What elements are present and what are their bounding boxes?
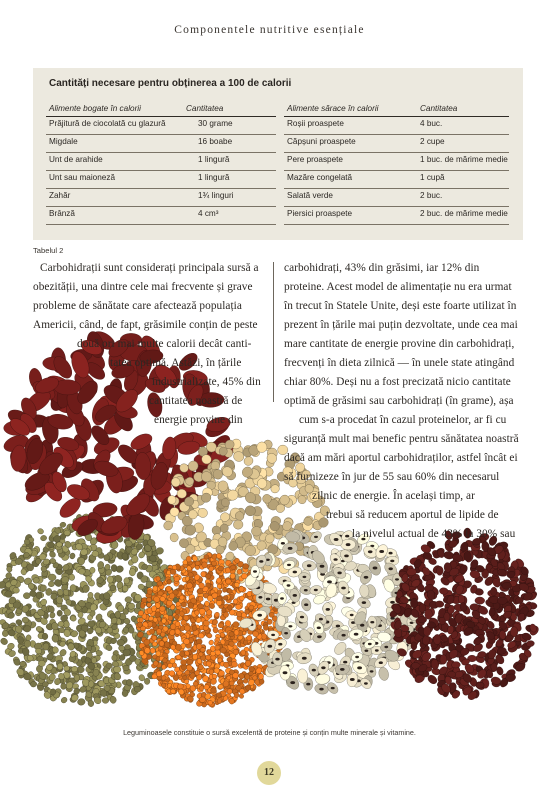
table-header-food: Alimente bogate în calorii [49, 104, 141, 113]
legume [247, 591, 252, 596]
text-line: prezent în țările mai puțin dezvoltate, unde cea mai [284, 319, 518, 331]
legume [192, 654, 198, 660]
legume [175, 644, 182, 651]
text-line: industrializate, 45% din [152, 376, 261, 388]
legume [17, 636, 23, 643]
legume [208, 639, 214, 645]
legume [188, 572, 194, 577]
legume [122, 665, 129, 671]
bean-eye [303, 576, 307, 578]
photo-caption: Leguminoasele constituie o sursă excelentă de proteine și conțin multe minerale și vitamine. [123, 728, 416, 737]
legume [47, 542, 54, 549]
bean-eye [319, 618, 323, 621]
text-line: cantitatea noastră de [149, 395, 243, 407]
text-line: mare cantitate de energie provine din carbohidrați, [284, 338, 515, 350]
bean-eye [290, 681, 295, 684]
legume [40, 535, 47, 542]
text-line: probleme de sănătate care afectează populația [33, 300, 242, 312]
table-row [284, 171, 509, 189]
bean-eye [266, 559, 270, 561]
legume [411, 642, 417, 651]
table-cell: 1 cupă [420, 173, 445, 182]
legume [229, 631, 235, 637]
legume [181, 659, 187, 665]
bean-eye [280, 597, 284, 599]
bean-eye [283, 671, 288, 674]
bean-eye [362, 601, 366, 604]
legume [186, 556, 192, 562]
table-cell: Salată verde [287, 191, 333, 200]
table-header-quantity: Cantitatea [186, 104, 224, 113]
table-cell: 2 buc. [420, 191, 443, 200]
bean-eye [304, 589, 308, 591]
legume [38, 660, 45, 666]
table-row [46, 135, 276, 153]
bean-eye [334, 558, 338, 561]
legume [57, 610, 63, 616]
legume [140, 603, 145, 608]
text-line: trebui să reducem aportul de lipide de [326, 509, 499, 521]
legume [41, 605, 46, 611]
legume [218, 670, 224, 676]
table-cell: 16 boabe [198, 137, 233, 146]
legume [0, 637, 9, 646]
legume [87, 621, 95, 628]
legume [150, 647, 156, 653]
bean-eye [319, 688, 323, 691]
bean-eye [293, 594, 297, 597]
bean-eye [389, 567, 393, 570]
legume [199, 697, 205, 703]
legume [257, 442, 268, 453]
legume [182, 675, 187, 680]
legume [170, 533, 179, 543]
legume [210, 651, 216, 656]
legume [48, 574, 56, 581]
bean-eye [350, 614, 354, 616]
legume [111, 654, 117, 661]
legume [124, 578, 130, 584]
legume [56, 542, 62, 547]
table-cell: 30 grame [198, 119, 233, 128]
legume [77, 698, 85, 706]
legume [19, 661, 26, 667]
legume [440, 654, 447, 664]
bean-eye [317, 635, 322, 638]
bean-eye [389, 552, 393, 555]
table-cell: Căpșuni proaspete [287, 137, 356, 146]
legume [125, 644, 131, 649]
bean-eye [314, 536, 318, 538]
legume [74, 674, 80, 681]
legume [153, 661, 158, 667]
legume [60, 696, 68, 704]
legume [232, 673, 238, 679]
bean-eye [278, 643, 282, 646]
text-line: energie provine din [154, 414, 243, 426]
legume [4, 591, 12, 598]
bean-eye [337, 572, 341, 575]
text-line: Americii, când, de fapt, grăsimile conțin de peste [33, 319, 258, 331]
bean-eye [370, 670, 374, 672]
bean-eye [342, 634, 346, 637]
legume [258, 673, 264, 679]
legume [23, 593, 30, 599]
table-row [284, 117, 509, 135]
legume [37, 528, 45, 535]
text-line: Carbohidrații sunt considerați principala sursă a [40, 262, 259, 274]
legume [245, 660, 251, 666]
nutrition-table [33, 68, 523, 240]
legume [117, 639, 125, 646]
bean-eye [288, 547, 293, 550]
bean-eye [267, 645, 272, 648]
table-cell: 1 lingură [198, 173, 230, 182]
bean-eye [355, 656, 359, 658]
legume [129, 568, 136, 576]
bean-eye [390, 560, 394, 563]
legume [42, 633, 48, 640]
bean-eye [317, 627, 321, 630]
legume [106, 663, 113, 669]
table-row [46, 117, 276, 135]
legume [147, 589, 152, 594]
legume [435, 601, 444, 608]
bean-eye [293, 571, 297, 574]
table-row [46, 189, 276, 207]
legume [491, 587, 497, 596]
table-cell: Brânză [49, 209, 75, 218]
bean-eye [307, 564, 312, 567]
bean-eye [390, 601, 395, 604]
bean-eye [375, 649, 379, 651]
legume [257, 478, 267, 488]
legume [89, 567, 95, 574]
legume [436, 566, 443, 575]
legume [378, 666, 390, 681]
table-row [284, 207, 509, 225]
legume [263, 625, 268, 631]
table-cell: Unt sau maioneză [49, 173, 115, 182]
legume [156, 651, 161, 657]
legume [243, 640, 248, 645]
bean-eye [368, 643, 372, 645]
text-line: proteine. Acest model de alimentație nu era urmat [284, 281, 512, 293]
table-cell: Roșii proaspete [287, 119, 344, 128]
bean-eye [340, 668, 345, 671]
table-cell: Piersici proaspete [287, 209, 353, 218]
table-row [284, 153, 509, 171]
bean-eye [365, 650, 369, 652]
legume [144, 678, 150, 684]
table-cell: Mazăre congelată [287, 173, 353, 182]
bean-eye [364, 576, 369, 579]
legume [183, 639, 190, 645]
table-row [46, 153, 276, 171]
bean-eye [326, 608, 330, 611]
bean-eye [379, 550, 384, 553]
bean-eye [304, 603, 308, 606]
legume [204, 554, 210, 559]
bean-eye [314, 589, 318, 591]
legume [88, 700, 95, 707]
text-line: optimă de grăsimi sau carbohidrați (în grame), așa [284, 395, 514, 407]
bean-eye [346, 543, 351, 546]
legume [216, 596, 221, 601]
legume [427, 622, 436, 628]
text-line: în trecut în Statele Unite, deși este foarte utilizat în [284, 300, 517, 312]
legume [88, 681, 94, 688]
table-cell: 1 buc. de mărime medie [420, 155, 508, 164]
legume [193, 681, 198, 686]
legume [22, 617, 29, 623]
text-line: cum s-a procedat în cazul proteinelor, ar fi cu [299, 414, 507, 426]
bean-eye [364, 682, 368, 684]
table-cell: 2 cupe [420, 137, 445, 146]
text-line: două ori mai multe calorii decât canti- [77, 338, 252, 350]
table-left-column [46, 102, 276, 225]
bean-eye [343, 661, 347, 664]
text-line: obezității, una dintre cele mai frecvente și grave [33, 281, 253, 293]
adzuki-bean-pile [389, 528, 539, 702]
text-line: la nivelul actual de 43% la 30% sau [352, 528, 516, 540]
legume [227, 605, 232, 610]
legume [70, 584, 77, 591]
table-header-row [284, 102, 509, 117]
bean-eye [312, 669, 316, 672]
legume [176, 655, 181, 660]
table-cell: Unt de arahide [49, 155, 103, 164]
text-line: zilnic de energie. În același timp, ar [312, 490, 475, 502]
bean-eye [271, 634, 275, 636]
table-cell: 4 buc. [420, 119, 443, 128]
bean-eye [300, 616, 304, 619]
legume [433, 634, 441, 644]
bean-eye [334, 538, 339, 541]
bean-eye [336, 625, 340, 628]
legume [107, 576, 114, 584]
bean-eye [284, 632, 288, 634]
bean-eye [320, 565, 325, 568]
legume [46, 664, 53, 670]
legume [88, 592, 93, 598]
text-line: chiar 80%. Deși nu a fost precizată nicio cantitate [284, 376, 511, 388]
bean-eye [287, 564, 291, 566]
legume [69, 615, 77, 623]
text-line: dacă am mări aportul carbohidraților, astfel încât ei [284, 452, 518, 464]
legume [159, 606, 165, 611]
legume [177, 683, 183, 689]
table-cell: 1¾ linguri [198, 191, 234, 200]
legume [192, 625, 197, 631]
legume [232, 621, 239, 628]
bean-eye [384, 646, 388, 648]
bean-eye [253, 570, 257, 572]
table-cell: Prăjitură de ciocolată cu glazură [49, 119, 166, 128]
bean-eye [257, 614, 262, 617]
legume [22, 647, 30, 656]
page-number: 12 [257, 761, 281, 785]
legume [444, 612, 451, 621]
bean-eye [341, 587, 346, 590]
legume [79, 569, 86, 575]
table-header-food: Alimente sărace în calorii [287, 104, 379, 113]
legume [183, 615, 189, 621]
bean-eye [395, 578, 399, 580]
bean-eye [354, 633, 359, 636]
legume [194, 610, 199, 616]
table-header-quantity: Cantitatea [420, 104, 458, 113]
bean-eye [327, 580, 332, 583]
bean-eye [370, 621, 374, 623]
text-line: frecvenți în dieta zilnică — în unele state atingând [284, 357, 515, 369]
table-cell: 1 lingură [198, 155, 230, 164]
bean-eye [373, 567, 378, 570]
legume [144, 647, 150, 654]
bean-eye [288, 625, 292, 627]
table-row [46, 171, 276, 189]
running-header: Componentele nutritive esențiale [174, 24, 365, 36]
table-cell: Migdale [49, 137, 78, 146]
table-cell: Zahăr [49, 191, 71, 200]
bean-eye [259, 560, 263, 563]
bean-eye [368, 550, 373, 553]
bean-eye [287, 584, 291, 586]
legume [234, 692, 239, 698]
bean-eye [344, 555, 349, 558]
legume [125, 597, 132, 603]
legume [219, 447, 227, 456]
bean-eye [379, 661, 383, 664]
text-line: siguranță mult mai benefic pentru sănătatea noastră [284, 433, 519, 445]
bean-eye [302, 657, 307, 660]
table-row [284, 189, 509, 207]
legume [451, 661, 460, 668]
bean-eye [275, 658, 279, 661]
legume [235, 604, 241, 610]
legume [128, 626, 135, 633]
legume [464, 551, 472, 561]
bean-eye [357, 666, 362, 669]
legume [141, 598, 147, 603]
legume [113, 666, 121, 673]
text-line: să furnizeze în jur de 55 sau 60% din necesarul [284, 471, 500, 483]
table-row [46, 207, 276, 225]
legume [152, 642, 157, 647]
legume [475, 597, 485, 604]
bean-eye [345, 535, 349, 538]
legume [23, 673, 31, 680]
legume [180, 595, 185, 600]
table-cell: 2 buc. de mărime medie [420, 209, 508, 218]
bean-eye [331, 687, 335, 689]
bean-eye [258, 596, 262, 599]
legume [92, 550, 100, 557]
table-caption: Tabelul 2 [33, 246, 64, 255]
table-cell: Pere proaspete [287, 155, 343, 164]
legume [439, 587, 448, 594]
bean-eye [321, 666, 325, 669]
table-row [284, 135, 509, 153]
column-divider [273, 262, 274, 402]
table-title: Cantități necesare pentru obținerea a 100 de calorii [49, 78, 292, 89]
table-cell: 4 cm³ [198, 209, 219, 218]
legume [419, 603, 426, 612]
bean-eye [350, 678, 355, 681]
table-header-row [46, 102, 276, 117]
legume [48, 580, 55, 587]
bean-eye [281, 542, 285, 545]
bean-eye [306, 683, 310, 686]
table-right-column [284, 102, 509, 225]
text-line: carbohidrați, 43% din grăsimi, iar 12% din [284, 262, 480, 274]
legume [104, 554, 110, 561]
legume [198, 664, 204, 670]
legume [122, 690, 129, 697]
bean-eye [266, 598, 271, 601]
text-line: tatea optimă. Astăzi, în țările [110, 357, 242, 369]
